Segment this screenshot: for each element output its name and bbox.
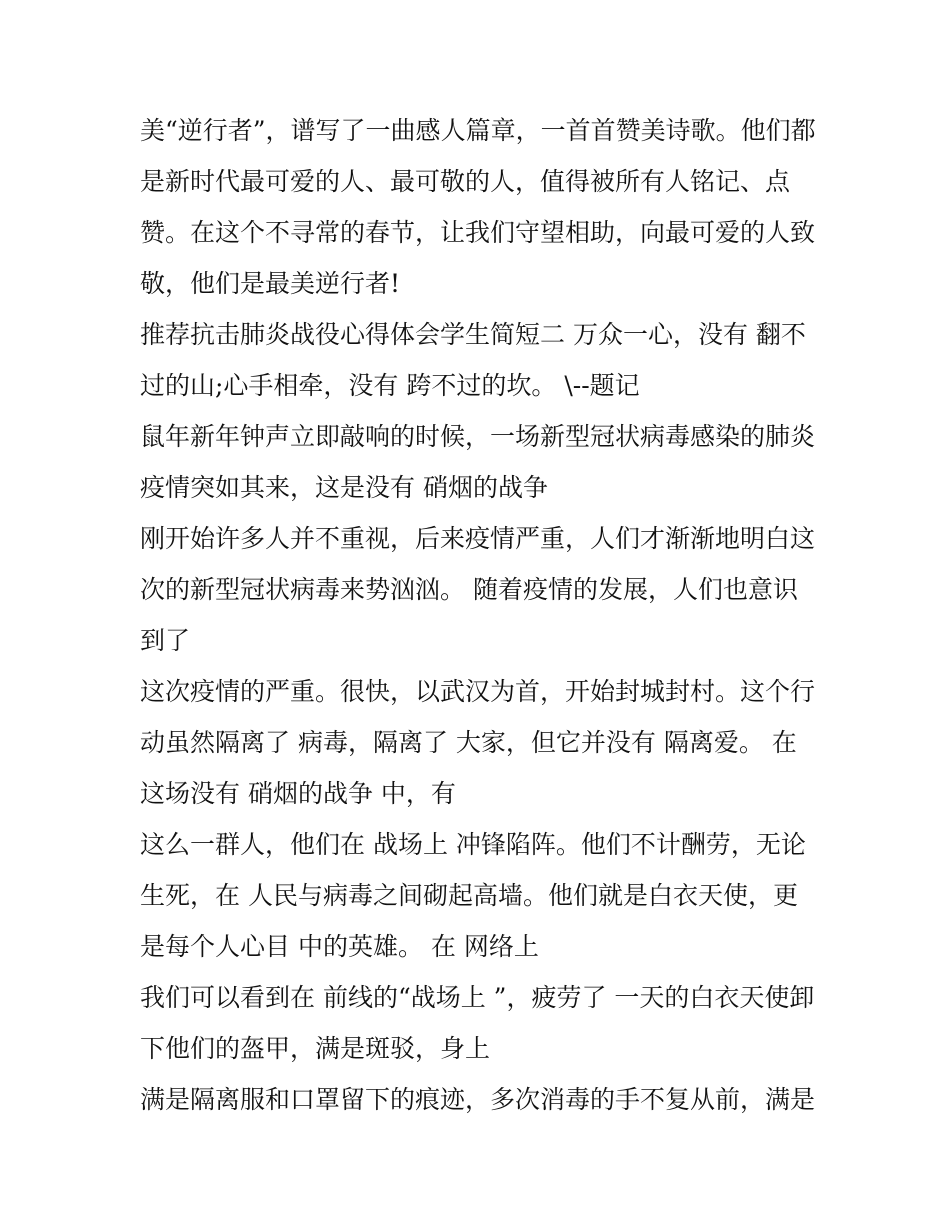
text-line: 动虽然隔离了 病毒，隔离了 大家，但它并没有 隔离爱。 在 xyxy=(140,728,797,757)
text-line: 鼠年新年钟声立即敲响的时候，一场新型冠状病毒感染的肺炎 xyxy=(140,422,816,451)
text-line: 下他们的盔甲，满是斑驳，身上 xyxy=(140,1034,491,1063)
body-text xyxy=(140,105,830,1125)
text-line: 是新时代最可爱的人、最可敬的人，值得被所有人铭记、点 xyxy=(140,167,791,196)
text-line: 赞。在这个不寻常的春节，让我们守望相助，向最可爱的人致 xyxy=(140,218,816,247)
text-line: 次的新型冠状病毒来势汹汹。 随着疫情的发展，人们也意识 xyxy=(140,575,798,604)
text-line: 到了 xyxy=(140,626,191,655)
text-line: 美“逆行者”，谱写了一曲感人篇章，一首首赞美诗歌。他们都 xyxy=(140,116,816,145)
text-line: 刚开始许多人并不重视，后来疫情严重，人们才渐渐地明白这 xyxy=(140,524,816,553)
text-line: 这次疫情的严重。很快，以武汉为首，开始封城封村。这个行 xyxy=(140,677,816,706)
text-line: 我们可以看到在 前线的“战场上 ”，疲劳了 一天的白衣天使卸 xyxy=(140,983,815,1012)
text-line: 这场没有 硝烟的战争 中，有 xyxy=(140,779,456,808)
text-line: 疫情突如其来，这是没有 硝烟的战争 xyxy=(140,473,548,502)
text-line: 推荐抗击肺炎战役心得体会学生简短二 万众一心，没有 翻不 xyxy=(140,320,806,349)
text-line: 满是隔离服和口罩留下的痕迹，多次消毒的手不复从前，满是 xyxy=(140,1085,816,1114)
text-line: 是每个人心目 中的英雄。 在 网络上 xyxy=(140,932,539,961)
text-line: 生死，在 人民与病毒之间砌起高墙。他们就是白衣天使，更 xyxy=(140,881,798,910)
text-line: 过的山;心手相牵，没有 跨不过的坎。 \--题记 xyxy=(140,371,640,400)
text-line: 敬，他们是最美逆行者! xyxy=(140,269,401,298)
text-line: 这么一群人，他们在 战场上 冲锋陷阵。他们不计酬劳，无论 xyxy=(140,830,806,859)
